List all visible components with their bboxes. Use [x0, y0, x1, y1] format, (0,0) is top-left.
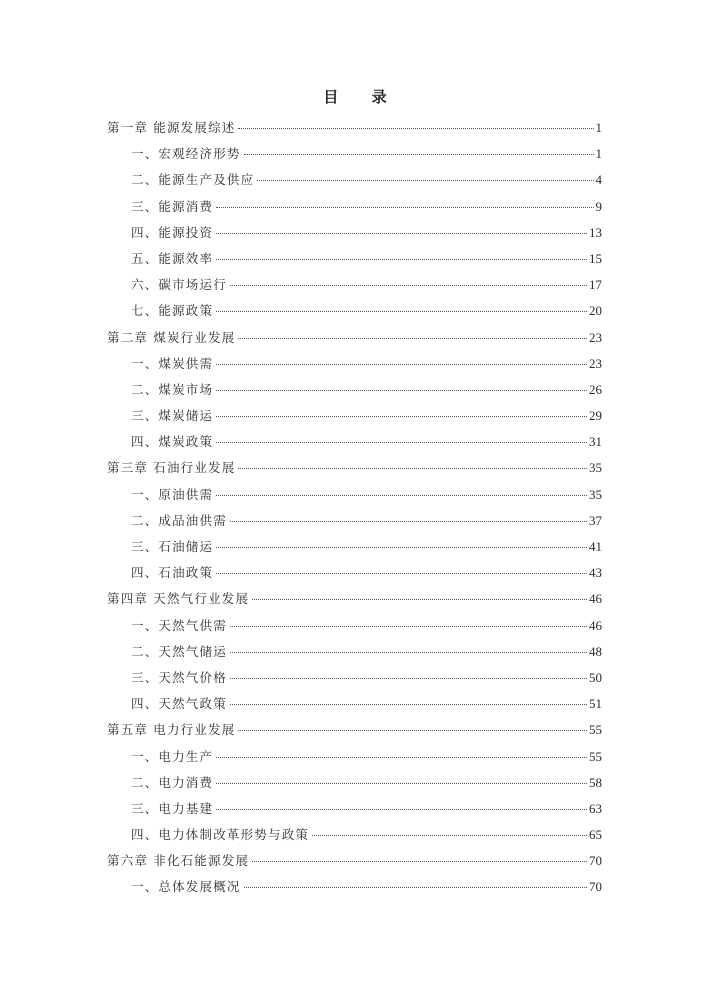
- toc-entry-page-number: 46: [589, 617, 602, 633]
- toc-dot-leader: [216, 416, 587, 417]
- toc-dot-leader: [216, 809, 587, 810]
- toc-entry-label: 四、石油政策: [131, 565, 214, 581]
- toc-entry-page-number: 50: [589, 669, 602, 685]
- toc-section-entry: [107, 380, 602, 406]
- toc-entry-label: 一、煤炭供需: [131, 355, 214, 371]
- toc-entry-label: 七、能源政策: [131, 303, 214, 319]
- toc-dot-leader: [252, 861, 587, 862]
- toc-entry-page-number: 37: [589, 512, 602, 528]
- toc-entry-page-number: 20: [589, 303, 602, 319]
- toc-dot-leader: [238, 730, 587, 731]
- toc-entry-page-number: 48: [589, 643, 602, 659]
- toc-entry-label: 二、成品油供需: [131, 512, 227, 528]
- toc-entry-label: 一、原油供需: [131, 486, 214, 502]
- toc-entry-label: 第三章 石油行业发展: [107, 460, 236, 476]
- toc-section-entry: [107, 616, 602, 642]
- toc-entry-label: 一、总体发展概况: [131, 879, 241, 895]
- toc-entry-page-number: 70: [589, 853, 602, 869]
- toc-entry-page-number: 41: [589, 539, 602, 554]
- toc-section-entry: [107, 406, 602, 432]
- toc-section-entry: [107, 144, 602, 170]
- toc-dot-leader: [230, 626, 587, 627]
- toc-dot-leader: [216, 442, 587, 443]
- toc-entry-page-number: 35: [589, 460, 602, 476]
- toc-dot-leader: [257, 180, 593, 181]
- toc-entry-label: 二、煤炭市场: [131, 381, 214, 397]
- toc-section-entry: [107, 799, 602, 825]
- toc-entry-label: 四、电力体制改革形势与政策: [131, 827, 310, 843]
- toc-entry-page-number: 13: [589, 224, 602, 240]
- toc-entry-page-number: 35: [589, 486, 602, 502]
- toc-entry-label: 一、电力生产: [131, 748, 214, 764]
- toc-entry-label: 一、天然气供需: [131, 617, 227, 633]
- toc-section-entry: [107, 197, 602, 223]
- toc-dot-leader: [238, 468, 587, 469]
- toc-chapter-entry: [107, 118, 602, 144]
- toc-entry-page-number: 17: [589, 277, 602, 293]
- toc-dot-leader: [216, 547, 587, 548]
- toc-entry-page-number: 23: [589, 329, 602, 345]
- toc-entry-page-number: 55: [589, 722, 602, 738]
- toc-entry-label: 二、电力消费: [131, 774, 214, 790]
- toc-entry-label: 四、天然气政策: [131, 696, 227, 712]
- toc-section-entry: [107, 773, 602, 799]
- toc-entry-page-number: 1: [595, 120, 602, 135]
- toc-entry-label: 一、宏观经济形势: [131, 146, 241, 162]
- toc-chapter-entry: [107, 328, 602, 354]
- toc-entry-label: 第六章 非化石能源发展: [107, 853, 250, 869]
- toc-section-entry: [107, 668, 602, 694]
- toc-dot-leader: [238, 338, 587, 339]
- toc-dot-leader: [216, 390, 587, 391]
- toc-entry-label: 第四章 天然气行业发展: [107, 591, 250, 607]
- toc-entry-page-number: 15: [589, 250, 602, 266]
- toc-section-entry: [107, 642, 602, 668]
- toc-entry-page-number: 43: [589, 565, 602, 581]
- toc-entry-label: 四、能源投资: [131, 224, 214, 240]
- toc-entry-page-number: 29: [589, 408, 602, 424]
- toc-entry-page-number: 55: [589, 748, 602, 764]
- toc-entry-label: 第二章 煤炭行业发展: [107, 329, 236, 345]
- toc-section-entry: [107, 694, 602, 720]
- toc-section-entry: [107, 275, 602, 301]
- toc-entry-label: 三、煤炭储运: [131, 408, 214, 424]
- toc-chapter-entry: [107, 720, 602, 746]
- toc-entry-label: 二、天然气储运: [131, 643, 227, 659]
- toc-dot-leader: [216, 364, 587, 365]
- toc-entry-page-number: 46: [589, 591, 602, 607]
- toc-chapter-entry: [107, 851, 602, 877]
- toc-entry-page-number: 63: [589, 800, 602, 816]
- toc-entry-page-number: 70: [589, 879, 602, 895]
- toc-entry-page-number: 23: [589, 355, 602, 371]
- toc-dot-leader: [216, 233, 587, 234]
- toc-entry-label: 三、天然气价格: [131, 669, 227, 685]
- toc-dot-leader: [216, 311, 587, 312]
- toc-entry-label: 第五章 电力行业发展: [107, 722, 236, 738]
- toc-dot-leader: [252, 599, 587, 600]
- toc-entry-label: 四、煤炭政策: [131, 434, 214, 450]
- toc-entry-page-number: 26: [589, 381, 602, 397]
- toc-dot-leader: [216, 259, 587, 260]
- toc-dot-leader: [238, 128, 593, 129]
- toc-section-entry: [107, 354, 602, 380]
- toc-section-entry: [107, 249, 602, 275]
- toc-section-entry: [107, 511, 602, 537]
- toc-dot-leader: [312, 835, 587, 836]
- toc-dot-leader: [230, 285, 587, 286]
- toc-dot-leader: [216, 207, 593, 208]
- toc-entry-label: 二、能源生产及供应: [131, 172, 255, 188]
- toc-entry-page-number: 51: [589, 696, 602, 712]
- toc-section-entry: [107, 563, 602, 589]
- toc-entry-page-number: 9: [595, 198, 602, 214]
- toc-entry-page-number: 31: [589, 434, 602, 450]
- toc-dot-leader: [230, 521, 587, 522]
- toc-dot-leader: [230, 704, 587, 705]
- toc-chapter-entry: [107, 589, 602, 615]
- toc-section-entry: [107, 223, 602, 249]
- toc-entry-label: 六、碳市场运行: [131, 277, 227, 293]
- toc-section-entry: [107, 537, 602, 563]
- toc-dot-leader: [244, 887, 587, 888]
- toc-dot-leader: [216, 495, 587, 496]
- toc-dot-leader: [216, 757, 587, 758]
- toc-section-entry: [107, 877, 602, 903]
- toc-section-entry: [107, 170, 602, 196]
- toc-entry-page-number: 65: [589, 827, 602, 843]
- toc-dot-leader: [244, 154, 594, 155]
- toc-entry-label: 五、能源效率: [131, 250, 214, 266]
- toc-entry-page-number: 58: [589, 774, 602, 790]
- toc-section-entry: [107, 825, 602, 851]
- toc-section-entry: [107, 301, 602, 327]
- toc-dot-leader: [216, 783, 587, 784]
- toc-dot-leader: [216, 573, 587, 574]
- toc-entry-label: 三、能源消费: [131, 198, 214, 214]
- toc-chapter-entry: [107, 458, 602, 484]
- toc-entry-page-number: 1: [595, 146, 602, 162]
- toc-section-entry: [107, 485, 602, 511]
- toc-entry-page-number: 4: [595, 172, 602, 188]
- toc-entry-label: 三、电力基建: [131, 800, 214, 816]
- toc-entry-label: 第一章 能源发展综述: [107, 120, 236, 135]
- toc-entry-label: 三、石油储运: [131, 539, 214, 554]
- toc-section-entry: [107, 747, 602, 773]
- toc-title: 目 录: [323, 88, 401, 106]
- toc-dot-leader: [230, 652, 587, 653]
- toc-dot-leader: [230, 678, 587, 679]
- toc-list: [107, 118, 602, 904]
- toc-section-entry: [107, 432, 602, 458]
